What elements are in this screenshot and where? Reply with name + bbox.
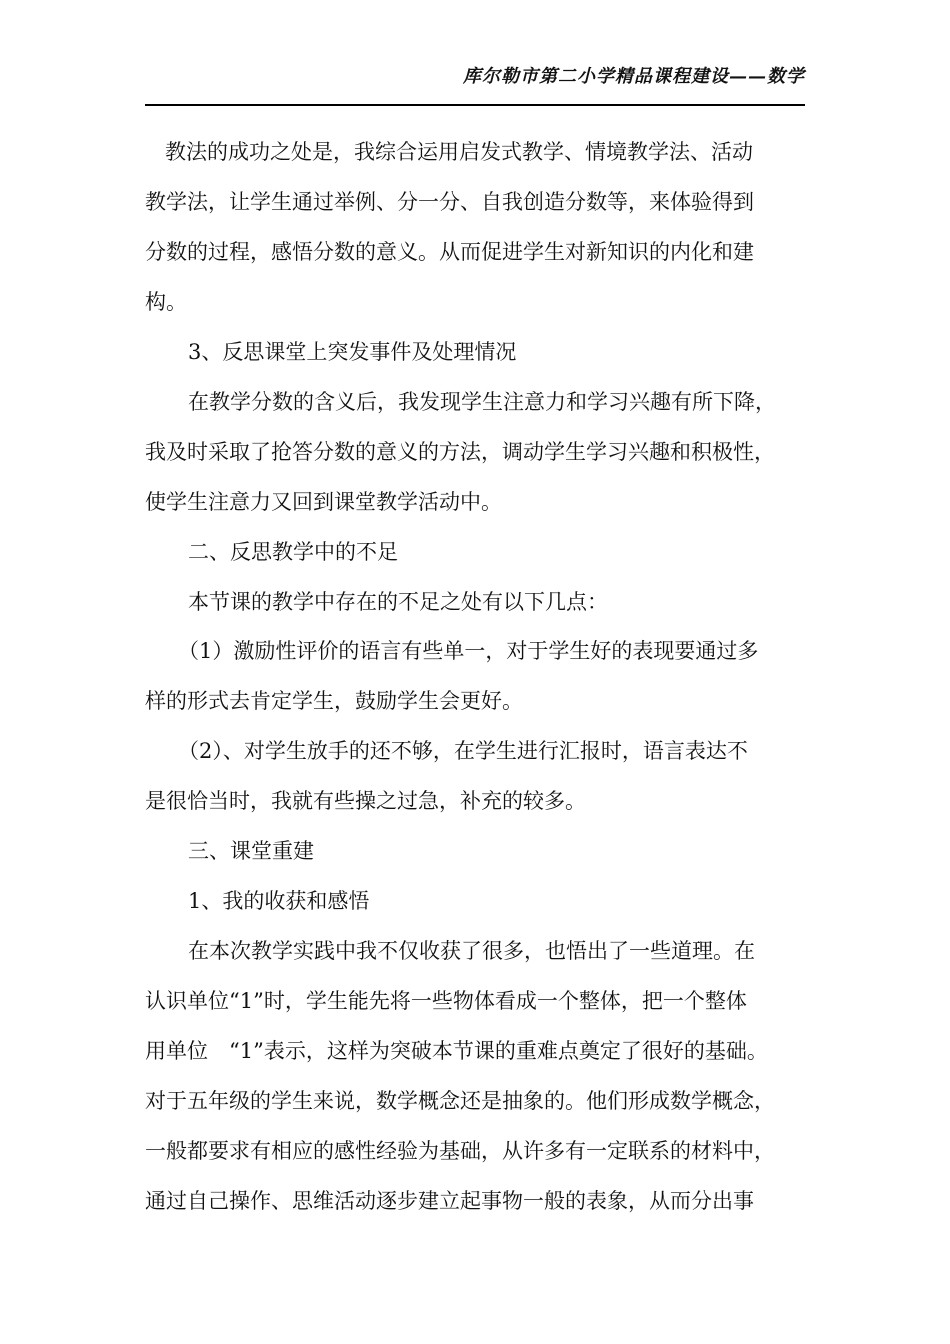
paragraph-line: 分数的过程，感悟分数的意义。从而促进学生对新知识的内化和建	[145, 240, 754, 264]
list-item: （1）激励性评价的语言有些单一，对于学生好的表现要通过多	[178, 639, 759, 663]
list-item: （2）、对学生放手的还不够，在学生进行汇报时，语言表达不	[178, 739, 748, 763]
paragraph-line: 构。	[145, 290, 187, 314]
paragraph-line: 一般都要求有相应的感性经验为基础，从许多有一定联系的材料中，	[145, 1139, 775, 1163]
section-heading: 三、课堂重建	[188, 839, 314, 863]
section-heading: 1、我的收获和感悟	[188, 889, 370, 913]
header-title: 库尔勒市第二小学精品课程建设——数学	[463, 66, 805, 87]
paragraph-line: 认识单位“1”时，学生能先将一些物体看成一个整体，把一个整体	[145, 989, 747, 1013]
paragraph-line: 使学生注意力又回到课堂教学活动中。	[145, 490, 502, 514]
paragraph-line: 用单位 “1”表示，这样为突破本节课的重难点奠定了很好的基础。	[145, 1039, 768, 1063]
paragraph-line: 对于五年级的学生来说，数学概念还是抽象的。他们形成数学概念，	[145, 1089, 775, 1113]
paragraph-line: 样的形式去肯定学生，鼓励学生会更好。	[145, 689, 523, 713]
paragraph-line: 本节课的教学中存在的不足之处有以下几点：	[188, 590, 608, 614]
paragraph-line: 通过自己操作、思维活动逐步建立起事物一般的表象，从而分出事	[145, 1189, 754, 1213]
paragraph-line: 我及时采取了抢答分数的意义的方法，调动学生学习兴趣和积极性，	[145, 440, 775, 464]
paragraph-line: 在教学分数的含义后，我发现学生注意力和学习兴趣有所下降，	[188, 390, 776, 414]
page-header	[145, 58, 805, 106]
paragraph-line: 教学法，让学生通过举例、分一分、自我创造分数等，来体验得到	[145, 190, 754, 214]
paragraph-line: 在本次教学实践中我不仅收获了很多，也悟出了一些道理。在	[188, 939, 755, 963]
section-heading: 3、反思课堂上突发事件及处理情况	[188, 340, 517, 364]
paragraph-line: 教法的成功之处是，我综合运用启发式教学、情境教学法、活动	[165, 140, 753, 164]
paragraph-line: 是很恰当时，我就有些操之过急，补充的较多。	[145, 789, 586, 813]
section-heading: 二、反思教学中的不足	[188, 540, 398, 564]
